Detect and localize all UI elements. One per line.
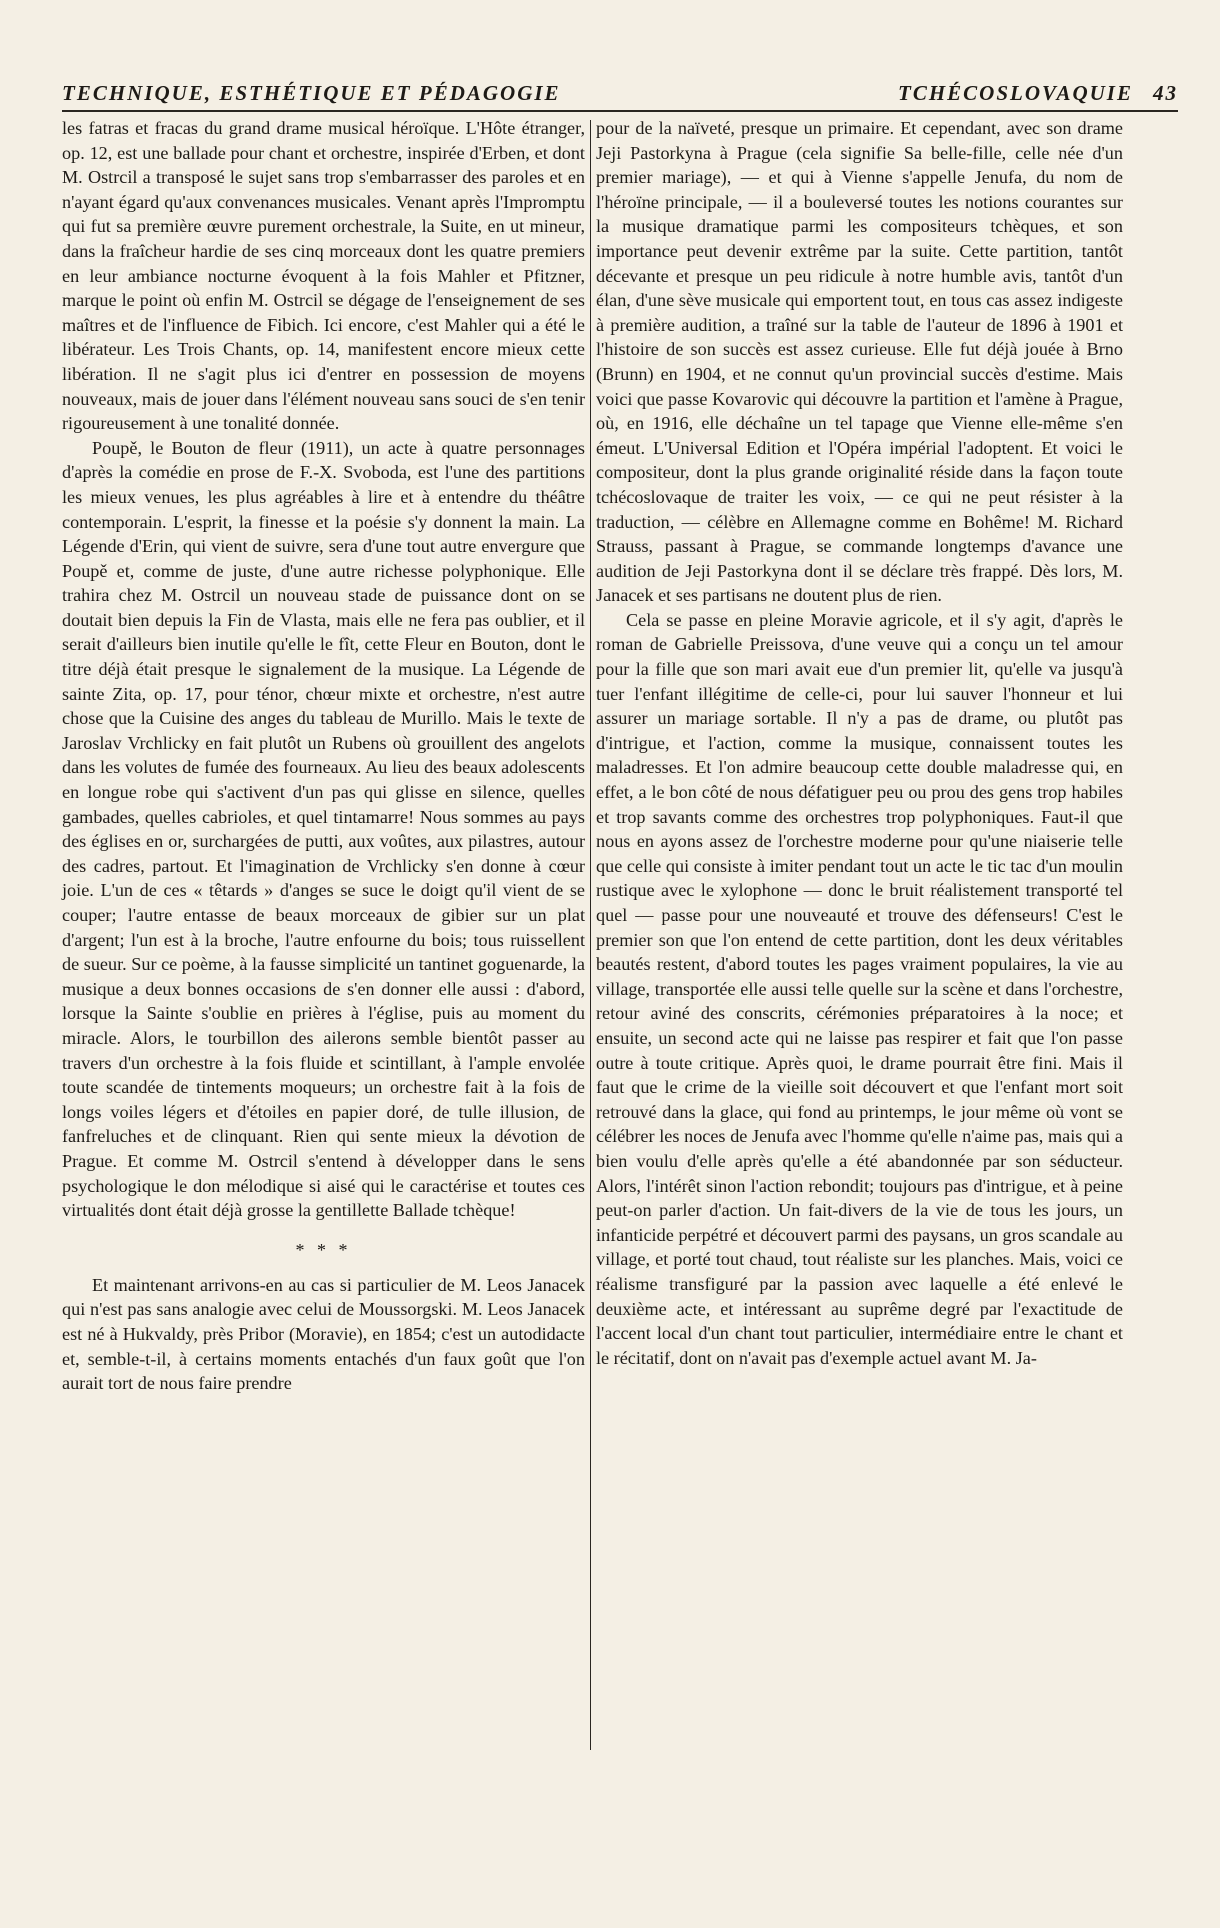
- header-rule: [62, 110, 1178, 112]
- column-divider: [590, 120, 591, 1750]
- paragraph: Poupě, le Bouton de fleur (1911), un acte à quatre personnages d'après la comédie en prose de F.-X. Svoboda, est l'une des partitions les mieux venues, les plus agréables à lire et à entendre du théâtre contemporain. L'esprit, la finesse et la poésie s'y donnent la main. La Légende d'Erin, qui vient de suivre, sera d'une tout autre envergure que Poupě et, comme de juste, d'une autre richesse polyphonique. Elle trahira chez M. Ostrcil un nouveau stade de puissance dont on se doutait bien depuis la Fin de Vlasta, mais elle ne fera pas oublier, et il serait d'ailleurs bien inutile qu'elle le fît, cette Fleur en Bouton, dont le titre déjà était presque le signalement de la musique. La Légende de sainte Zita, op. 17, pour ténor, chœur mixte et orchestre, n'est autre chose que la Cuisine des anges du tableau de Murillo. Mais le texte de Jaroslav Vrchlicky en fait plutôt un Rubens où grouillent des angelots dans les volutes de fumée des fourneaux. Au lieu des beaux adolescents en longue robe qui s'activent d'un pas qui glisse en silence, quelles gambades, quelles cabrioles, et quel tintamarre! Nous sommes au pays des églises en or, surchargées de putti, aux voûtes, aux pilastres, autour des cadres, partout. Et l'imagination de Vrchlicky s'en donne à cœur joie. L'un de ces « têtards » d'anges se suce le doigt qu'il vient de se couper; l'autre entasse de beaux morceaux de gibier sur un plat d'argent; l'un est à la broche, l'autre enfourne du bois; tous ruissellent de sueur. Sur ce poème, à la fausse simplicité un tantinet goguenarde, la musique a deux bonnes occasions de s'en donner elle aussi : d'abord, lorsque la Sainte s'oublie en prières à l'église, puis au moment du miracle. Alors, le tourbillon des ailerons semble bientôt passer au travers d'un orchestre à la fois fluide et scintillant, à l'ample envolée toute scandée de tintements moqueurs; un orchestre fait à la fois de longs voiles légers et d'étoiles en papier doré, de tulle illusion, de fanfreluches et de clinquant. Rien qui sente mieux la dévotion de Prague. Et comme M. Ostrcil s'entend à développer dans le sens psychologique le don mélodique si aisé qui le caractérise et toutes ces virtualités dont était déjà grosse la gentillette Ballade tchèque!: [62, 437, 585, 1221]
- left-column: [62, 116, 585, 1396]
- running-head-right: TCHÉCOSLOVAQUIE: [898, 81, 1133, 105]
- paragraph: pour de la naïveté, presque un primaire. Et cependant, avec son drame Jeji Pastorkyna à Prague (cela signifie Sa belle-fille, celle née d'un premier mariage), — et qui à Vienne s'appelle Jenufa, du nom de l'héroïne principale, — il a bouleversé toutes les notions courantes sur la musique dramatique parmi les compositeurs tchèques, et son importance peut devenir extrême par la suite. Cette partition, tantôt décevante et presque un peu ridicule à notre humble avis, tantôt d'un élan, d'une sève musicale qui emportent tout, en tous cas assez indigeste à première audition, a traîné sur la table de l'auteur de 1896 à 1901 et l'histoire de son succès est assez curieuse. Elle fut déjà jouée à Brno (Brunn) en 1904, et ne connut qu'un provincial succès d'estime. Mais voici que passe Kovarovic qui découvre la partition et l'amène à Prague, où, en 1916, elle déchaîne un tel tapage que Vienne elle-même s'en émeut. L'Universal Edition et l'Opéra impérial l'adoptent. Et voici le compositeur, dont la plus grande originalité réside dans la façon toute tchécoslovaque de traiter les voix, — ce qui ne peut résister à la traduction, — célèbre en Allemagne comme en Bohême! M. Richard Strauss, passant à Prague, se commande longtemps d'avance une audition de Jeji Pastorkyna dont il se déclare très frappé. Dès lors, M. Janacek et ses partisans ne doutent plus de rien.: [596, 118, 1123, 606]
- running-head-right-group: [898, 81, 1178, 106]
- paragraph: Cela se passe en pleine Moravie agricole, et il s'y agit, d'après le roman de Gabrielle Preissova, d'une veuve qui a conçu un tel amour pour la fille que son mari avait eue d'un premier lit, qu'elle va jusqu'à tuer l'enfant illégitime de celle-ci, pour lui sauver l'honneur et lui assurer un mariage sortable. Il n'y a pas de drame, ou plutôt pas d'intrigue, et l'action, comme la musique, connaissent toutes les maladresses. Et l'on admire beaucoup cette double maladresse qui, en effet, a le bon côté de nous défatiguer peu ou prou des gens trop habiles et trop savants comme des orchestres trop polyphoniques. Faut-il que nous en ayons assez de l'orchestre moderne pour qu'une niaiserie telle que celle qui consiste à imiter pendant tout un acte le tic tac d'un moulin rustique avec le xylophone — donc le bruit réalistement transporté tel quel — passe pour une nouveauté et trouve des défenseurs! C'est le premier son que l'on entend de cette partition, dont les deux véritables beautés restent, d'abord toutes les pages vraiment populaires, la vie au village, transportée elle aussi telle quelle sur la scène et dans l'orchestre, retour aviné des conscrits, cérémonies préparatoires à la noce; et ensuite, un second acte qui ne laisse pas respirer et fait que l'on passe outre à toute critique. Après quoi, le drame pourrait être fini. Mais il faut que le crime de la vieille soit découvert et que l'enfant mort soit retrouvé dans la glace, qui fond au printemps, le jour même où vont se célébrer les noces de Jenufa avec l'homme qu'elle n'aime pas, mais qui a bien voulu d'elle après qu'elle a été abandonnée par son séducteur. Alors, l'intérêt sinon l'action rebondit; toujours pas d'intrigue, et à peine peut-on parler d'action. Un fait-divers de la vie de tous les jours, un infanticide perpétré et découvert parmi des paysans, un gros scandale au village, et porté tout chaud, tout réaliste sur les planches. Mais, voici ce réalisme transfiguré par la passion avec laquelle a été enlevé le deuxième acte, et intéressant au suprême degré par l'exactitude de l'accent local d'un chant tout particulier, intermédiaire entre le chant et le récitatif, dont on n'avait pas d'exemple actuel avant M. Ja-: [596, 609, 1123, 1368]
- running-head-left: TECHNIQUE, ESTHÉTIQUE ET PÉDAGOGIE: [62, 81, 561, 105]
- page-number: 43: [1153, 81, 1178, 105]
- running-head: [62, 76, 1178, 106]
- section-separator: * * *: [295, 1239, 352, 1260]
- right-column: [596, 116, 1123, 1370]
- paragraph: Et maintenant arrivons-en au cas si particulier de M. Leos Janacek qui n'est pas sans analogie avec celui de Moussorgski. M. Leos Janacek est né à Hukvaldy, près Pribor (Moravie), en 1854; c'est un autodidacte et, semble-t-il, à certains moments entachés d'un faux goût que l'on aurait tort de nous faire prendre: [62, 1274, 585, 1394]
- paragraph: les fatras et fracas du grand drame musical héroïque. L'Hôte étranger, op. 12, est une ballade pour chant et orchestre, inspirée d'Erben, et dont M. Ostrcil a transposé le sujet sans trop s'embarrasser des paroles et en n'ayant égard qu'aux convenances musicales. Venant après l'Impromptu qui fut sa première œuvre purement orchestrale, la Suite, en ut mineur, dans la fraîcheur hardie de ses cinq morceaux dont les quatre premiers en leur ambiance nocturne évoquent à la fois Mahler et Pfitzner, marque le point où enfin M. Ostrcil se dégage de l'enseignement de ses maîtres et de l'influence de Fibich. Ici encore, c'est Mahler qui a été le libérateur. Les Trois Chants, op. 14, manifestent encore mieux cette libération. Il ne s'agit plus ici d'entrer en possession de moyens nouveaux, mais de jouer dans l'élément nouveau sans souci de s'en tenir rigoureusement à une tonalité donnée.: [62, 118, 585, 434]
